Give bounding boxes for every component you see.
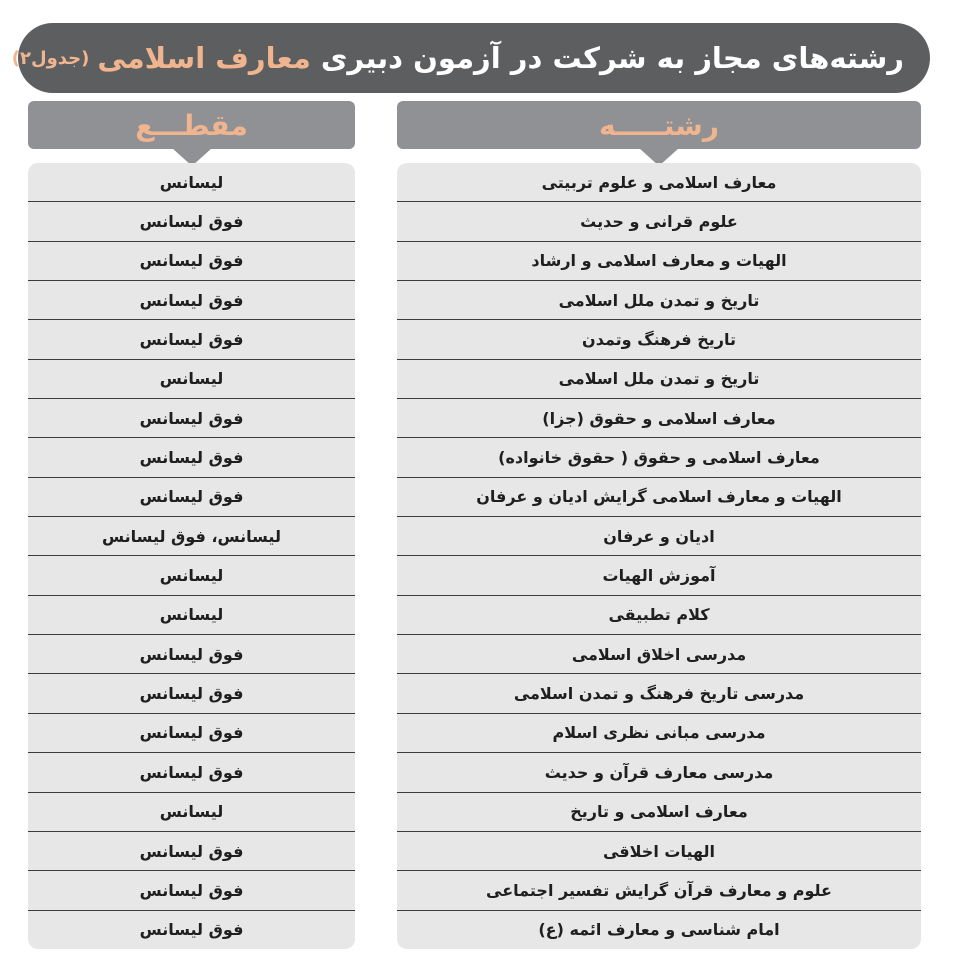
level-cell: فوق لیسانس xyxy=(28,202,355,241)
field-cell: معارف اسلامی و حقوق ( حقوق خانواده) xyxy=(397,438,921,477)
field-cell: تاریخ و تمدن ملل اسلامی xyxy=(397,281,921,320)
level-cell: فوق لیسانس xyxy=(28,635,355,674)
level-cell: فوق لیسانس xyxy=(28,753,355,792)
field-column-header: رشتـــــه xyxy=(397,101,921,149)
field-cell: آموزش الهیات xyxy=(397,556,921,595)
table-number-label: (جدول۲) xyxy=(11,47,90,69)
level-cell: لیسانس xyxy=(28,360,355,399)
level-cell: فوق لیسانس xyxy=(28,478,355,517)
level-cell: فوق لیسانس xyxy=(28,832,355,871)
level-cell: فوق لیسانس xyxy=(28,399,355,438)
field-cell: معارف اسلامی و تاریخ xyxy=(397,793,921,832)
level-cell: فوق لیسانس xyxy=(28,438,355,477)
page-title: رشته‌های مجاز به شرکت در آزمون دبیری xyxy=(320,41,904,75)
level-cell: فوق لیسانس xyxy=(139,920,244,940)
level-column-header: مقطـــع xyxy=(28,101,355,149)
level-cell: لیسانس، فوق لیسانس xyxy=(28,517,355,556)
level-cell: لیسانس xyxy=(28,596,355,635)
field-cell: الهیات اخلاقی xyxy=(397,832,921,871)
field-cell: امام شناسی و معارف ائمه (ع) xyxy=(538,920,780,940)
field-cell: معارف اسلامی و حقوق (جزا) xyxy=(397,399,921,438)
level-cell: لیسانس xyxy=(28,163,355,202)
field-cell: تاریخ و تمدن ملل اسلامی xyxy=(397,360,921,399)
page-title-accent: معارف اسلامی xyxy=(97,41,311,75)
field-cell: مدرسی معارف قرآن و حدیث xyxy=(397,753,921,792)
level-cell: فوق لیسانس xyxy=(28,674,355,713)
level-cell: فوق لیسانس xyxy=(28,871,355,910)
field-cell: الهیات و معارف اسلامی گرایش ادیان و عرفان xyxy=(397,478,921,517)
field-cell: علوم قرانی و حدیث xyxy=(397,202,921,241)
field-column xyxy=(397,163,921,949)
field-cell: معارف اسلامی و علوم تربیتی xyxy=(397,163,921,202)
level-cell: فوق لیسانس xyxy=(28,714,355,753)
level-column xyxy=(28,163,355,949)
field-cell: علوم و معارف قرآن گرایش تفسیر اجتماعی xyxy=(397,871,921,910)
field-cell: ادیان و عرفان xyxy=(397,517,921,556)
field-cell: تاریخ فرهنگ وتمدن xyxy=(397,320,921,359)
level-cell: لیسانس xyxy=(28,556,355,595)
field-cell: مدرسی اخلاق اسلامی xyxy=(397,635,921,674)
field-cell: الهیات و معارف اسلامی و ارشاد xyxy=(397,242,921,281)
level-cell: لیسانس xyxy=(28,793,355,832)
page-title-bar xyxy=(11,23,930,93)
level-cell: فوق لیسانس xyxy=(28,320,355,359)
level-cell: فوق لیسانس xyxy=(28,281,355,320)
level-cell: فوق لیسانس xyxy=(28,242,355,281)
field-cell: مدرسی مبانی نظری اسلام xyxy=(397,714,921,753)
field-cell: کلام تطبیقی xyxy=(397,596,921,635)
field-cell: مدرسی تاریخ فرهنگ و تمدن اسلامی xyxy=(397,674,921,713)
